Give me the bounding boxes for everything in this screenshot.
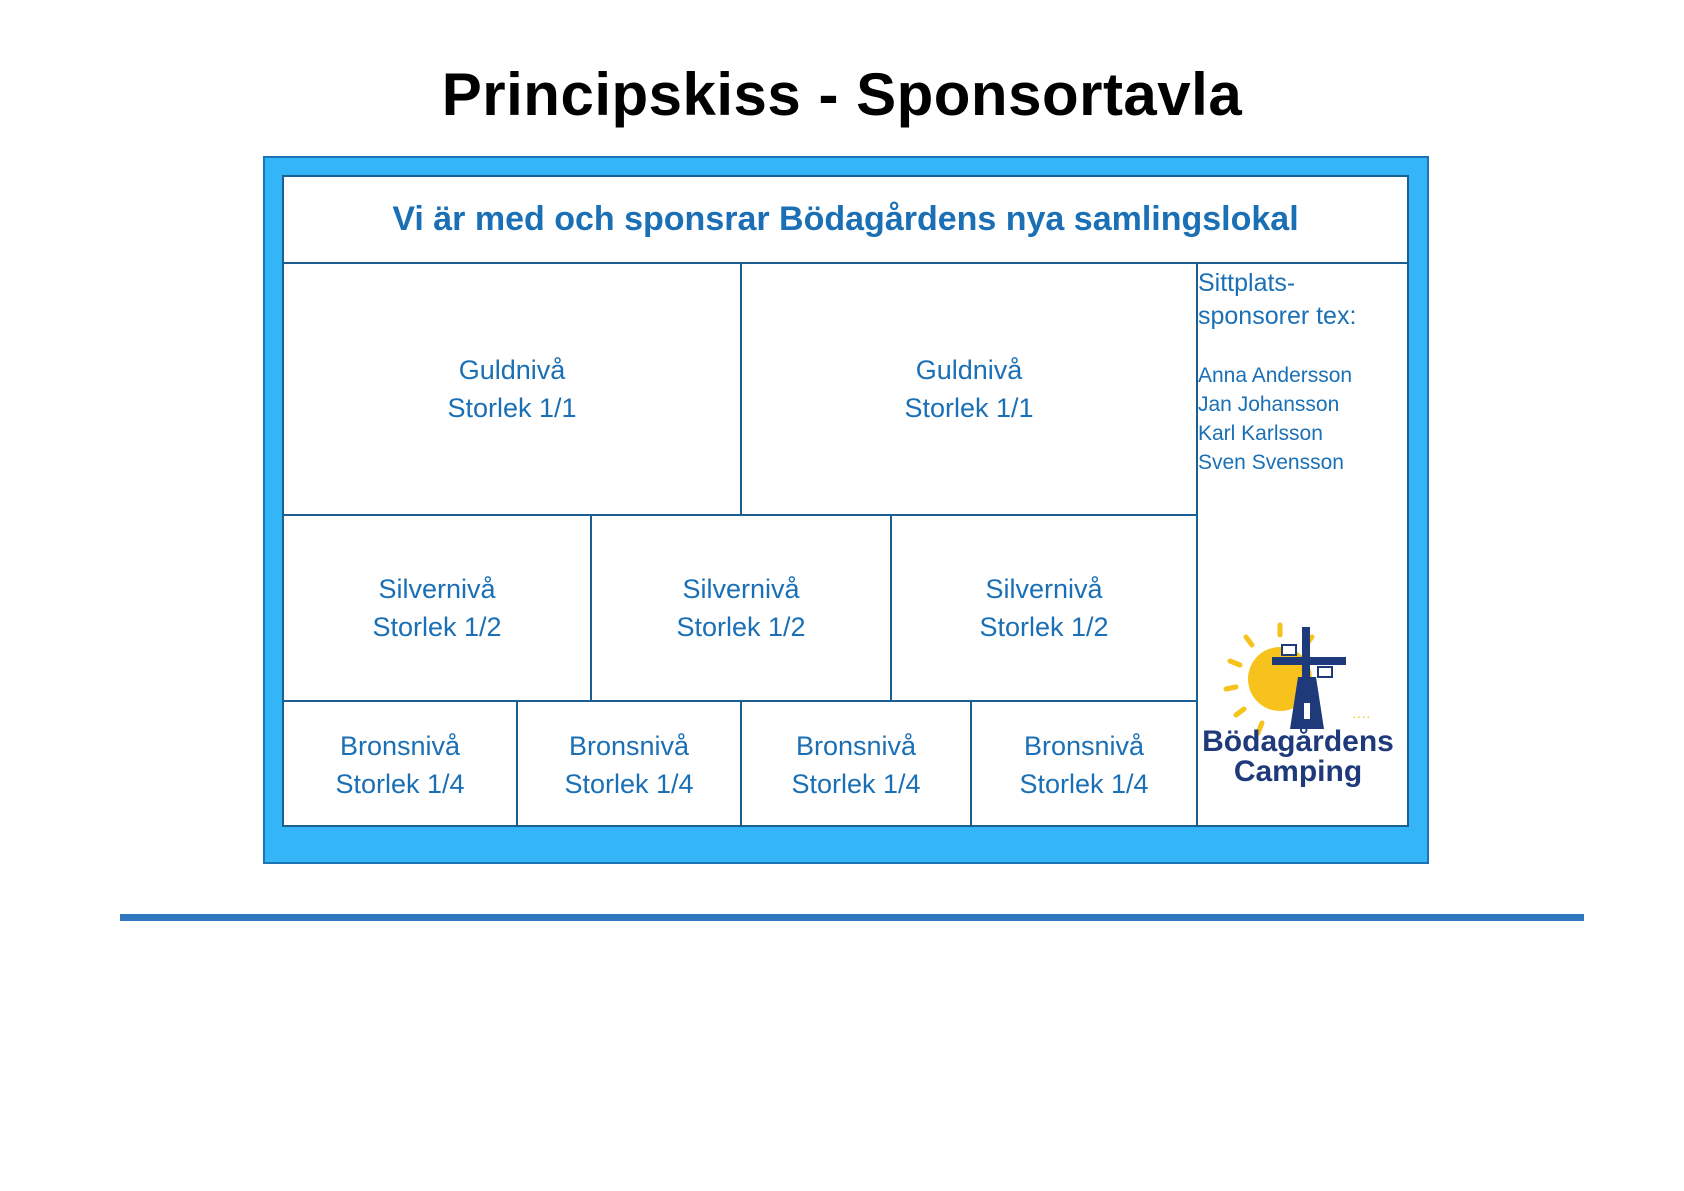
gold-slot xyxy=(284,264,740,514)
board-header: Vi är med och sponsrar Bödagårdens nya samlingslokal xyxy=(392,200,1299,238)
seat-sponsors-title xyxy=(1198,267,1408,333)
slot-size: Storlek 1/4 xyxy=(564,768,694,799)
logo-stars: ···· xyxy=(1352,708,1371,724)
slot-size: Storlek 1/2 xyxy=(979,612,1109,642)
bronze-slot xyxy=(972,702,1196,827)
slot-size: Storlek 1/1 xyxy=(904,393,1034,423)
slot-level: Guldnivå xyxy=(458,355,566,385)
gold-slot xyxy=(742,264,1196,514)
slot-size: Storlek 1/2 xyxy=(372,612,502,642)
silver-slot xyxy=(592,516,890,700)
silver-slot xyxy=(284,516,590,700)
slot-size: Storlek 1/4 xyxy=(791,768,921,799)
slot-level: Silvernivå xyxy=(378,574,496,604)
slot-level: Bronsnivå xyxy=(795,730,917,761)
seat-sponsors-title-line: Sittplats- xyxy=(1198,269,1296,297)
slot-level: Silvernivå xyxy=(985,574,1103,604)
slot-level: Bronsnivå xyxy=(339,730,461,761)
slot-level: Guldnivå xyxy=(915,355,1023,385)
bottom-rule xyxy=(120,914,1584,921)
logo-name: Bödagårdens xyxy=(1202,725,1394,758)
bronze-slot xyxy=(518,702,740,827)
bodagarden-camping-logo xyxy=(1202,617,1402,797)
slot-size: Storlek 1/1 xyxy=(447,393,577,423)
slot-size: Storlek 1/4 xyxy=(335,768,465,799)
seat-sponsor-name: Karl Karlsson xyxy=(1198,422,1323,445)
slot-size: Storlek 1/4 xyxy=(1019,768,1149,799)
slot-size: Storlek 1/2 xyxy=(676,612,806,642)
logo-subname: Camping xyxy=(1233,755,1363,788)
windmill-sun-icon xyxy=(1202,617,1402,797)
slot-level: Bronsnivå xyxy=(1023,730,1145,761)
bronze-slot xyxy=(742,702,970,827)
sponsor-board xyxy=(282,175,1409,827)
seat-sponsor-list xyxy=(1198,361,1408,477)
slot-level: Bronsnivå xyxy=(568,730,690,761)
seat-sponsors xyxy=(1198,267,1408,477)
slot-level: Silvernivå xyxy=(682,574,800,604)
seat-sponsor-name: Anna Andersson xyxy=(1198,364,1353,387)
seat-sponsor-name: Jan Johansson xyxy=(1198,393,1340,416)
page-title: Principskiss - Sponsortavla xyxy=(441,61,1243,128)
silver-slot xyxy=(892,516,1196,700)
seat-sponsor-name: Sven Svensson xyxy=(1198,451,1344,474)
bronze-slot xyxy=(284,702,516,827)
seat-sponsors-title-line: sponsorer tex: xyxy=(1198,302,1357,330)
